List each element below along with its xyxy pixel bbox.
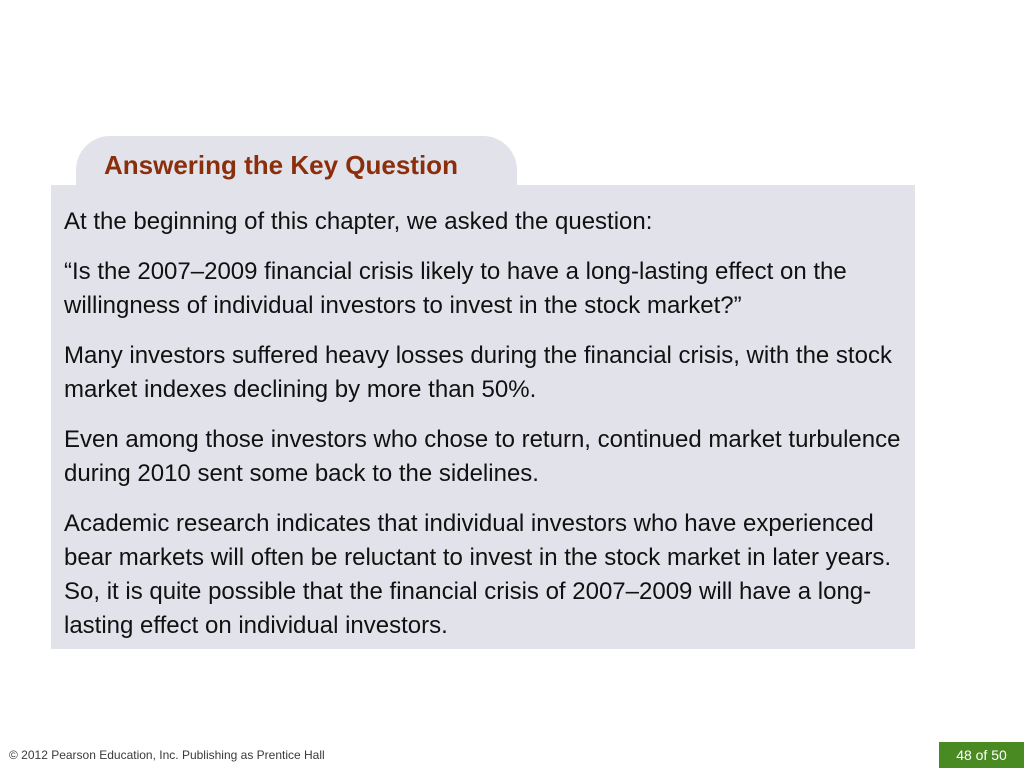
paragraph-research: Academic research indicates that individual investors who have experienced bear markets will often be reluctant to invest in the stock market in later years. So, it is quite possible that the financial crisis of 2007–2009 will have a long-lasting effect on individual investors. <box>64 510 892 639</box>
copyright-notice: © 2012 Pearson Education, Inc. Publishing as Prentice Hall <box>9 748 325 762</box>
slide-heading: Answering the Key Question <box>104 150 458 180</box>
paragraph-turbulence: Even among those investors who chose to return, continued market turbulence during 2010 sent some back to the sidelines. <box>64 426 901 487</box>
paragraph-intro: At the beginning of this chapter, we asked the question: <box>64 208 653 235</box>
paragraph-losses: Many investors suffered heavy losses during the financial crisis, with the stock market indexes declining by more than 50%. <box>64 342 892 403</box>
paragraph-question: “Is the 2007–2009 financial crisis likely to have a long-lasting effect on the willingness of individual investors to invest in the stock market?” <box>64 258 847 319</box>
page-indicator: 48 of 50 <box>939 742 1024 768</box>
